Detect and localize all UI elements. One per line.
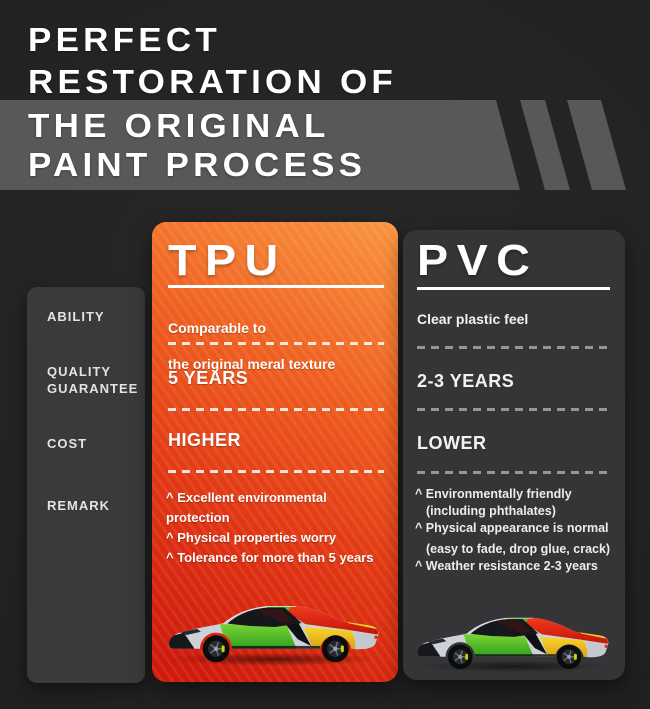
page-title-line-1: PERFECT	[28, 21, 221, 58]
dashed-divider	[168, 408, 384, 411]
row-label-ability: ABILITY	[47, 309, 105, 324]
header-stripe-1	[520, 100, 570, 190]
row-label-remark: REMARK	[47, 498, 111, 513]
pvc-remark-line: (easy to fade, drop glue, crack)	[426, 542, 611, 556]
pvc-remark-line: ^ Weather resistance 2-3 years	[415, 559, 598, 573]
row-label-quality-guarantee: QUALITY GUARANTEE	[47, 364, 139, 396]
page-title-line-2: RESTORATION OF	[28, 63, 398, 100]
page-title-line-4: PAINT PROCESS	[28, 146, 367, 183]
tpu-ability-line-2: the original meral texture	[168, 356, 336, 372]
pvc-ability-text: Clear plastic feel	[417, 311, 529, 327]
pvc-card-title: PVC	[417, 236, 539, 285]
dashed-divider	[417, 471, 610, 474]
tpu-card-title: TPU	[168, 236, 287, 285]
pvc-quality-text: 2-3 YEARS	[417, 371, 515, 391]
pvc-cost-text: LOWER	[417, 433, 487, 453]
dashed-divider	[417, 408, 610, 411]
tpu-title-underline	[168, 285, 384, 288]
dashed-divider	[168, 470, 384, 473]
tpu-cost-text: HIGHER	[168, 430, 242, 450]
pvc-remark-line: ^ Physical appearance is normal	[415, 521, 609, 535]
tpu-card	[152, 222, 398, 682]
pvc-multicolor-car-image	[410, 596, 618, 676]
tpu-ability-line-1: Comparable to	[168, 320, 267, 336]
tpu-remark-line: ^ Tolerance for more than 5 years	[166, 550, 374, 565]
tpu-remarks	[166, 488, 390, 568]
dashed-divider	[168, 342, 384, 345]
tpu-multicolor-car-image	[161, 582, 389, 670]
dashed-divider	[417, 346, 610, 349]
pvc-card	[403, 230, 625, 680]
tpu-remark-line: ^ Excellent environmental protection	[166, 490, 327, 525]
pvc-remark-line: ^ Environmentally friendly	[415, 487, 572, 501]
pvc-remark-line: (including phthalates)	[426, 504, 556, 518]
row-label-cost: COST	[47, 436, 88, 451]
page-title-line-3: THE ORIGINAL	[28, 107, 330, 144]
tpu-remark-line: ^ Physical properties worry	[166, 530, 337, 545]
tpu-quality-text: 5 YEARS	[168, 368, 249, 388]
pvc-title-underline	[417, 287, 610, 290]
pvc-remarks	[415, 486, 619, 575]
row-label-panel	[27, 287, 145, 683]
header-stripe-2	[567, 100, 626, 190]
